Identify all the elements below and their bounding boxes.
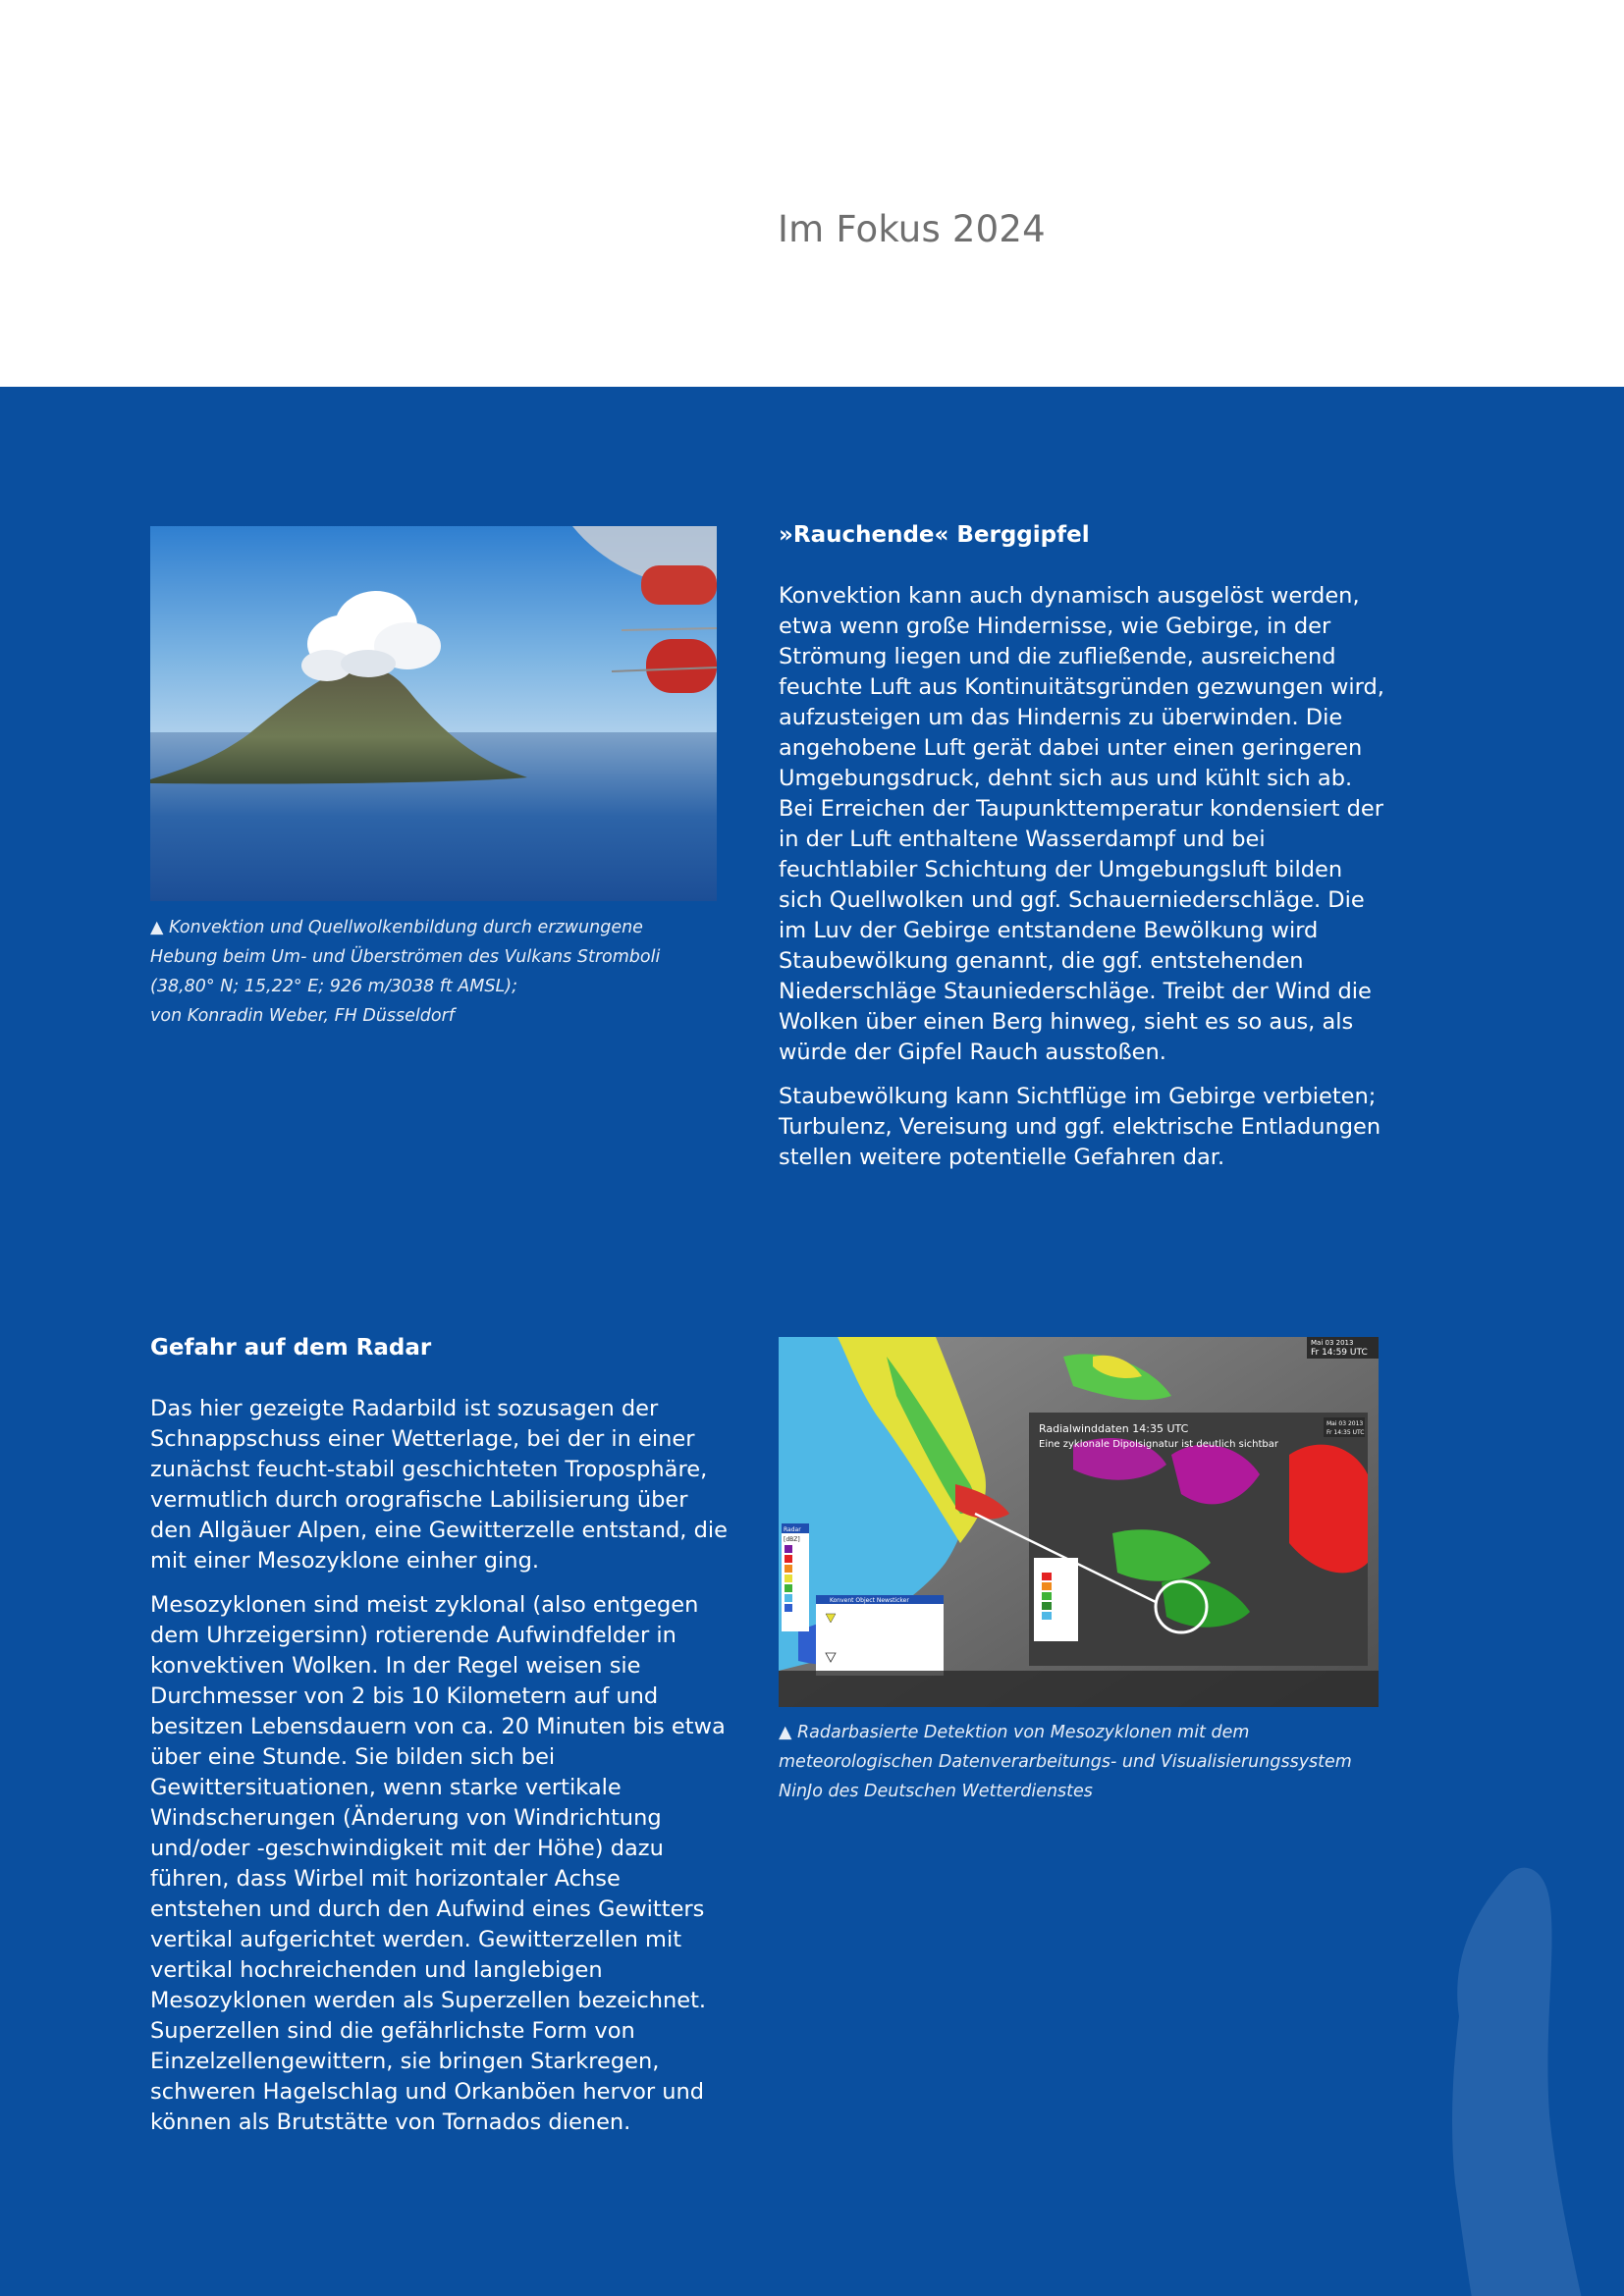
radar-inset-date: Mai 03 2013 <box>1326 1420 1364 1427</box>
radar-inset-title: Radialwinddaten 14:35 UTC <box>1039 1422 1189 1435</box>
caption-line: (38,80° N; 15,22° E; 926 m/3038 ft AMSL); <box>150 977 517 996</box>
radar-legend-title: Radar <box>784 1526 801 1533</box>
ninjo-radar-image <box>779 1337 1379 1707</box>
caption-line: ▲ Radarbasierte Detektion von Mesozyklonen mit dem meteorologischen Datenverarbeitungs- und Visualisierungssystem NinJo des Deutschen Wetterdienstes <box>779 1723 1352 1801</box>
radar-timestamp: Fr 14:59 UTC <box>1311 1348 1368 1358</box>
radar-legend-unit: [dBZ] <box>784 1536 800 1543</box>
section-title-radar: Gefahr auf dem Radar <box>150 1335 432 1361</box>
paragraph: Mesozyklonen sind meist zyklonal (also entgegen dem Uhrzeigersinn) rotierende Aufwindfelder in konvektiven Wolken. In der Regel weisen sie Durchmesser von 2 bis 10 Kilometern auf und besitzen Lebensdauern von ca. 20 Minuten bis etwa über eine Stunde. Sie bilden sich bei Gewittersituationen, wenn starke vertikale Windscherungen (Änderung von Windrichtung und/oder -geschwindigkeit mit der Höhe) dazu führen, dass Wirbel mit horizontaler Achse entstehen und durch den Aufwind eines Gewitters vertikal aufgerichtet werden. Gewitterzellen mit vertikal hochreichenden und langlebigen Mesozyklonen werden als Superzellen bezeichnet. Superzellen sind die gefährlichste Form von Einzelzellengewittern, sie bringen Starkregen, schweren Hagelschlag und Orkanböen hervor und können als Brutstätte von Tornados dienen. <box>150 1592 726 2135</box>
volcano-photo <box>150 526 717 901</box>
radar-image <box>779 1337 1379 1707</box>
page-title: Im Fokus 2024 <box>778 208 1046 250</box>
stromboli-image <box>150 526 717 901</box>
radar-object-legend-title: Konvent Object Newsticker <box>830 1597 909 1604</box>
radar-caption <box>779 1718 1368 1806</box>
decorative-silhouette <box>1414 1859 1624 2296</box>
caption-line: Hebung beim Um- und Überströmen des Vulkans Stromboli <box>150 947 661 967</box>
caption-line: von Konradin Weber, FH Düsseldorf <box>150 1006 455 1026</box>
radar-inset-subtitle: Eine zyklonale Dipolsignatur ist deutlich sichtbar <box>1039 1439 1279 1450</box>
section-title-rauchende: »Rauchende« Berggipfel <box>779 522 1090 548</box>
volcano-caption <box>150 913 739 1031</box>
section2-body <box>150 1394 731 2152</box>
paragraph: Staubewölkung kann Sichtflüge im Gebirge verbieten; Turbulenz, Vereisung und ggf. elektrische Entladungen stellen weitere potentielle Gefahren dar. <box>779 1084 1381 1170</box>
section1-body <box>779 581 1389 1187</box>
radar-inset-time: Fr 14:35 UTC <box>1326 1429 1365 1436</box>
paragraph: Konvektion kann auch dynamisch ausgelöst werden, etwa wenn große Hindernisse, wie Gebirge, in der Strömung liegen und die zufließende, ausreichend feuchte Luft aus Kontinuitätsgründen gezwungen wird, aufzusteigen um das Hindernis zu überwinden. Die angehobene Luft gerät dabei unter einen geringeren Umgebungsdruck, dehnt sich aus und kühlt sich ab. Bei Erreichen der Taupunkttemperatur kondensiert der in der Luft enthaltene Wasserdampf und bei feuchtlabiler Schichtung der Umgebungsluft bilden sich Quellwolken und ggf. Schauerniederschläge. Die im Luv der Gebirge entstandene Bewölkung wird Staubewölkung genannt, die ggf. entstehenden Niederschläge Stauniederschläge. Treibt der Wind die Wolken über einen Berg hinweg, sieht es so aus, als würde der Gipfel Rauch ausstoßen. <box>779 583 1384 1065</box>
content-panel <box>0 387 1624 2296</box>
radar-date: Mai 03 2013 <box>1311 1339 1354 1347</box>
caption-line: ▲ Konvektion und Quellwolkenbildung durch erzwungene <box>150 918 643 937</box>
paragraph: Das hier gezeigte Radarbild ist sozusagen der Schnappschuss einer Wetterlage, bei der in einer zunächst feucht-stabil geschichteten Troposphäre, vermutlich durch orografische Labilisierung über den Allgäuer Alpen, eine Gewitterzelle entstand, die mit einer Mesozyklone einher ging. <box>150 1396 728 1574</box>
